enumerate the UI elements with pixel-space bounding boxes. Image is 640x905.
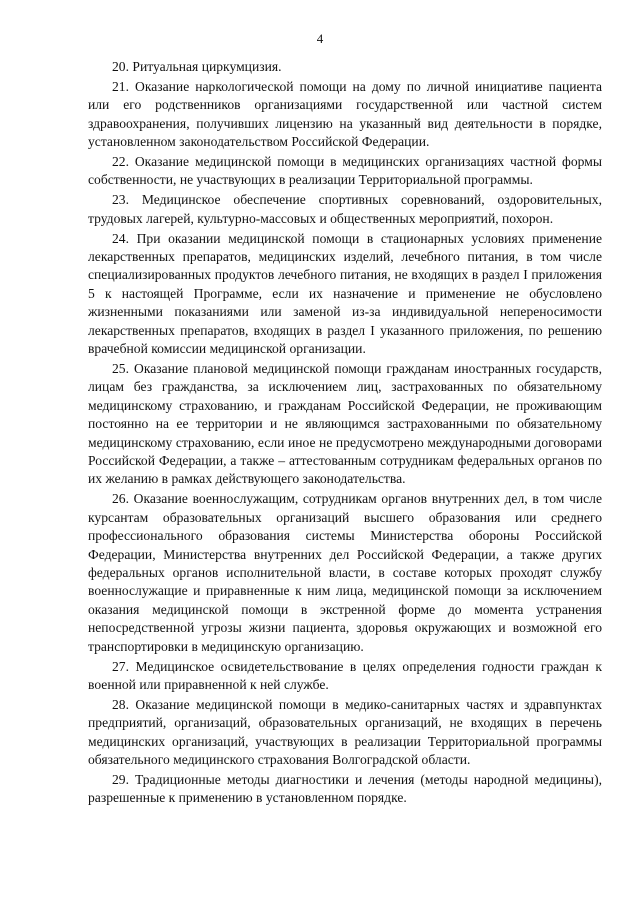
list-item-27: 27. Медицинское освидетельствование в целях определения годности граждан к военной или приравненной к ней службе. (88, 658, 602, 692)
list-item-22: 22. Оказание медицинской помощи в медицинских организациях частной формы собственности, не участвующих в реализации Территориальной программы. (88, 154, 602, 188)
list-item-29: 29. Традиционные методы диагностики и лечения (методы народной медицины), разрешенные к применению в установленном порядке. (88, 771, 602, 806)
list-item-26: 26. Оказание военнослужащим, сотрудникам органов внутренних дел, в том числе курсантам образовательных организаций высшего образования или среднего профессионального образования системы Министерства обороны Российской Федерации, Министерства внутренних дел Российской Федерации, а также других федеральных органов исполнительной власти, в составе которых проходят службу военнослужащие и приравненные к ним лица, медицинской помощи за исключением оказания медицинской помощи в экстренной форме до момента устранения непосредственной угрозы жизни пациента, здоровья окружающих и возможной его транспортировки в медицинскую организацию. (88, 491, 602, 654)
list-item-24: 24. При оказании медицинской помощи в стационарных условиях применение лекарственных препаратов, медицинских изделий, лечебного питания, в том числе специализированных продуктов лечебного питания, не входящих в раздел I приложения 5 к настоящей Программе, если их назначение и применение не обусловлено жизненными показаниями или заменой из-за индивидуальной непереносимости лекарственных препаратов, входящих в раздел I указанного приложения, по решению врачебной комиссии медицинской организации. (88, 230, 602, 357)
list-item-23: 23. Медицинское обеспечение спортивных соревнований, оздоровительных, трудовых лагерей, культурно-массовых и общественных мероприятий, похорон. (88, 192, 602, 226)
list-item-21: 21. Оказание наркологической помощи на дому по личной инициативе пациента или его родственников организациями государственной или частной систем здравоохранения, получивших лицензию на указанный вид деятельности в порядке, установленном законодательством Российской Федерации. (88, 78, 602, 150)
list-item-20: 20. Ритуальная циркумцизия. (112, 59, 282, 74)
list-item-25: 25. Оказание плановой медицинской помощи гражданам иностранных государств, лицам без гражданства, за исключением лиц, застрахованных по обязательному медицинскому страхованию, и гражданам Российской Федерации, не проживающим постоянно на ее территории и не являющимся застрахованными по обязательному медицинскому страхованию, если иное не предусмотрено международными договорами Российской Федерации, а также – аттестованным сотрудникам федеральных органов по их желанию в рамках действующего законодательства. (88, 361, 602, 487)
page-number: 4 (316, 31, 324, 46)
list-item-28: 28. Оказание медицинской помощи в медико-санитарных частях и здравпунктах предприятий, организаций, образовательных организаций, не входящих в перечень медицинских организаций, участвующих в реализации Территориальной программы обязательного медицинского страхования Волгоградской области. (88, 696, 602, 768)
document-body (88, 58, 602, 808)
